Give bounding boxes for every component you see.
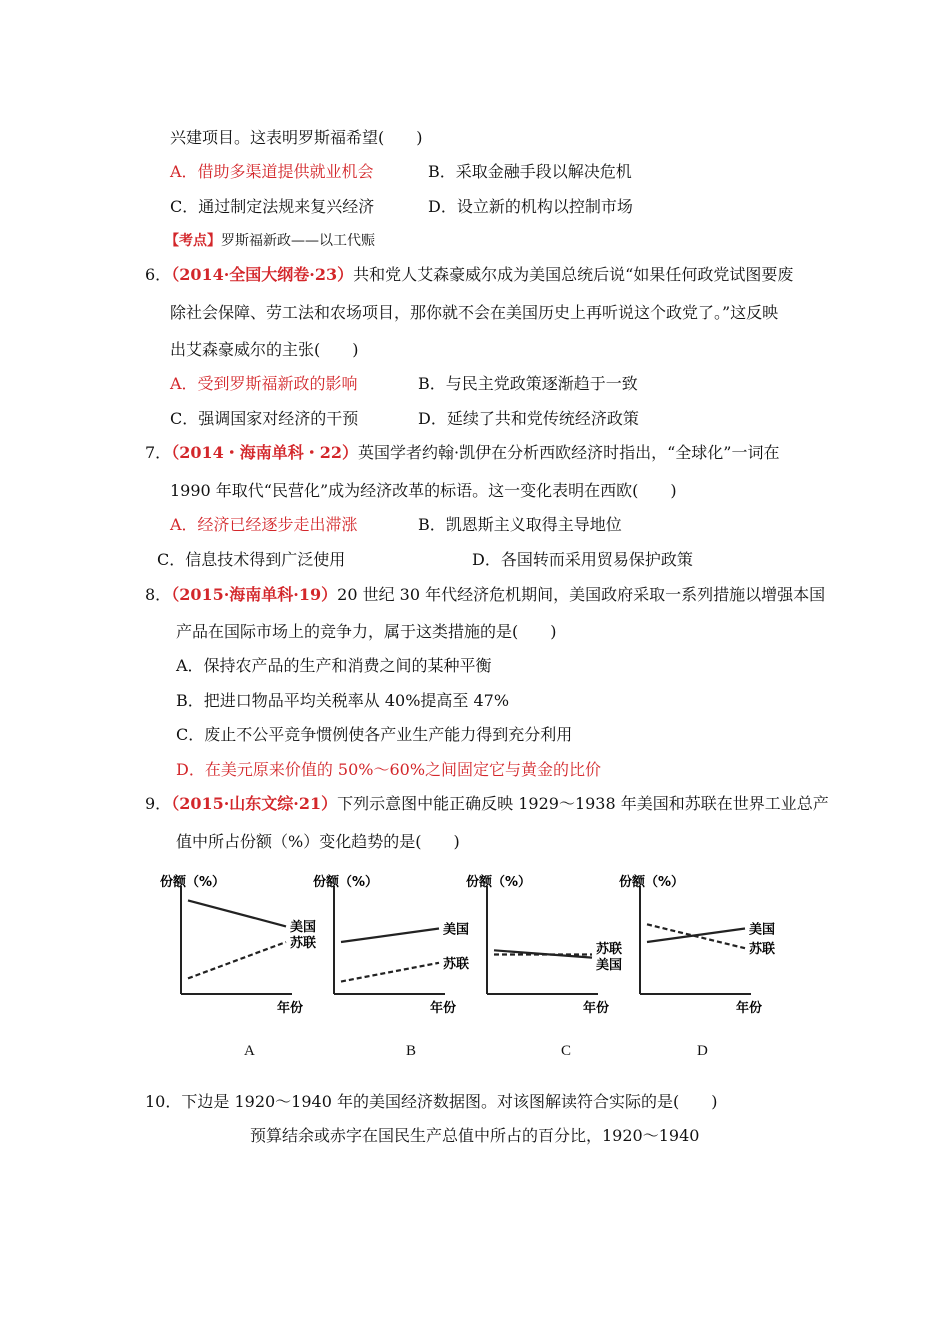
series-line-ussr	[341, 963, 439, 982]
q6-text: 共和党人艾森豪威尔成为美国总统后说“如果任何政党试图要废	[353, 265, 794, 284]
q7-stem-line1	[145, 443, 779, 463]
y-axis-label: 份额（%）	[313, 875, 379, 890]
q8-stem-line1	[145, 585, 825, 605]
q9-source: （2015·山东文综·21）	[171, 794, 338, 813]
q8-option-d: D．在美元原来价值的 50%～60%之间固定它与黄金的比价	[176, 760, 602, 779]
kaodian-text: 罗斯福新政——以工代赈	[221, 233, 375, 249]
q5-option-a: A．借助多渠道提供就业机会	[170, 162, 374, 181]
series-label-usa: 美国	[596, 958, 623, 974]
chart-a-label: A	[244, 1043, 255, 1059]
y-axis-label: 份额（%）	[619, 875, 685, 890]
q10-stem	[145, 1092, 717, 1112]
chart-b-svg	[313, 868, 470, 1018]
q7-stem-line2: 1990 年取代“民营化”成为经济改革的标语。这一变化表明在西欧( )	[170, 481, 677, 500]
series-line-usa	[188, 900, 286, 926]
x-axis-label: 年份	[430, 1001, 457, 1016]
chart-d-label: D	[697, 1043, 708, 1059]
chart-a	[160, 868, 317, 1018]
q10-number: 10．	[145, 1092, 182, 1111]
q8-option-b: B．把进口物品平均关税率从 40%提高至 47%	[176, 691, 510, 710]
x-axis-label: 年份	[736, 1001, 763, 1016]
x-axis-label: 年份	[277, 1001, 304, 1016]
q9-number: 9．	[145, 794, 172, 813]
q5-option-b: B．采取金融手段以解决危机	[428, 162, 632, 181]
q6-option-c: C．强调国家对经济的干预	[170, 409, 359, 428]
q10-chart-title: 预算结余或赤字在国民生产总值中所占的百分比，1920～1940	[250, 1126, 700, 1145]
q5-option-c: C．通过制定法规来复兴经济	[170, 197, 375, 216]
chart-c	[466, 868, 623, 1018]
series-label-usa: 美国	[749, 922, 776, 938]
series-label-usa: 美国	[290, 920, 317, 936]
series-label-ussr: 苏联	[596, 942, 623, 958]
x-axis-label: 年份	[583, 1001, 610, 1016]
q7-number: 7．	[145, 443, 172, 462]
q5-kaodian	[165, 231, 375, 251]
series-label-ussr: 苏联	[443, 956, 470, 972]
q7-source: （2014・海南单科・22）	[171, 443, 358, 462]
chart-c-label: C	[561, 1043, 572, 1059]
q9-stem-line1	[145, 794, 829, 814]
q8-option-a: A．保持农产品的生产和消费之间的某种平衡	[176, 656, 492, 675]
q6-option-d: D．延续了共和党传统经济政策	[418, 409, 639, 428]
q6-stem-line3: 出艾森豪威尔的主张( )	[170, 340, 359, 359]
chart-a-svg	[160, 868, 317, 1018]
y-axis-label: 份额（%）	[160, 875, 226, 890]
q7-option-c: C．信息技术得到广泛使用	[157, 550, 346, 569]
chart-b	[313, 868, 470, 1018]
q6-stem-line2: 除社会保障、劳工法和农场项目，那你就不会在美国历史上再听说这个政党了。”这反映	[170, 303, 779, 322]
q6-source: （2014·全国大纲卷·23）	[171, 265, 354, 284]
q7-option-d: D．各国转而采用贸易保护政策	[472, 550, 693, 569]
q7-option-a: A．经济已经逐步走出滞涨	[170, 515, 358, 534]
q6-option-b: B．与民主党政策逐渐趋于一致	[418, 374, 638, 393]
q8-stem-line2: 产品在国际市场上的竞争力，属于这类措施的是( )	[176, 622, 557, 641]
q9-stem-line2: 值中所占份额（%）变化趋势的是( )	[176, 832, 460, 851]
q8-number: 8．	[145, 585, 172, 604]
series-line-ussr	[647, 924, 745, 948]
q8-source: （2015·海南单科·19）	[171, 585, 338, 604]
series-line-usa	[341, 928, 439, 942]
q5-option-d: D．设立新的机构以控制市场	[428, 197, 633, 216]
q7-option-b: B．凯恩斯主义取得主导地位	[418, 515, 622, 534]
chart-b-label: B	[406, 1043, 417, 1059]
q5-stem-tail: 兴建项目。这表明罗斯福希望( )	[170, 128, 423, 147]
q10-text: 下边是 1920～1940 年的美国经济数据图。对该图解读符合实际的是( )	[181, 1092, 718, 1111]
q8-text: 20 世纪 30 年代经济危机期间，美国政府采取一系列措施以增强本国	[337, 585, 826, 604]
series-line-ussr	[188, 942, 286, 978]
y-axis-label: 份额（%）	[466, 875, 532, 890]
series-label-usa: 美国	[443, 922, 470, 938]
chart-c-svg	[466, 868, 623, 1018]
q6-option-a: A．受到罗斯福新政的影响	[170, 374, 358, 393]
series-label-ussr: 苏联	[290, 936, 317, 952]
series-label-ussr: 苏联	[749, 942, 776, 958]
q9-text: 下列示意图中能正确反映 1929～1938 年美国和苏联在世界工业总产	[337, 794, 829, 813]
kaodian-tag: 【考点】	[165, 233, 221, 249]
q8-option-c: C．废止不公平竞争惯例使各产业生产能力得到充分利用	[176, 725, 573, 744]
q7-text: 英国学者约翰·凯伊在分析西欧经济时指出，“全球化”一词在	[358, 443, 780, 462]
q6-number: 6．	[145, 265, 172, 284]
chart-d	[619, 868, 776, 1018]
chart-d-svg	[619, 868, 776, 1018]
q6-stem-line1	[145, 265, 793, 285]
